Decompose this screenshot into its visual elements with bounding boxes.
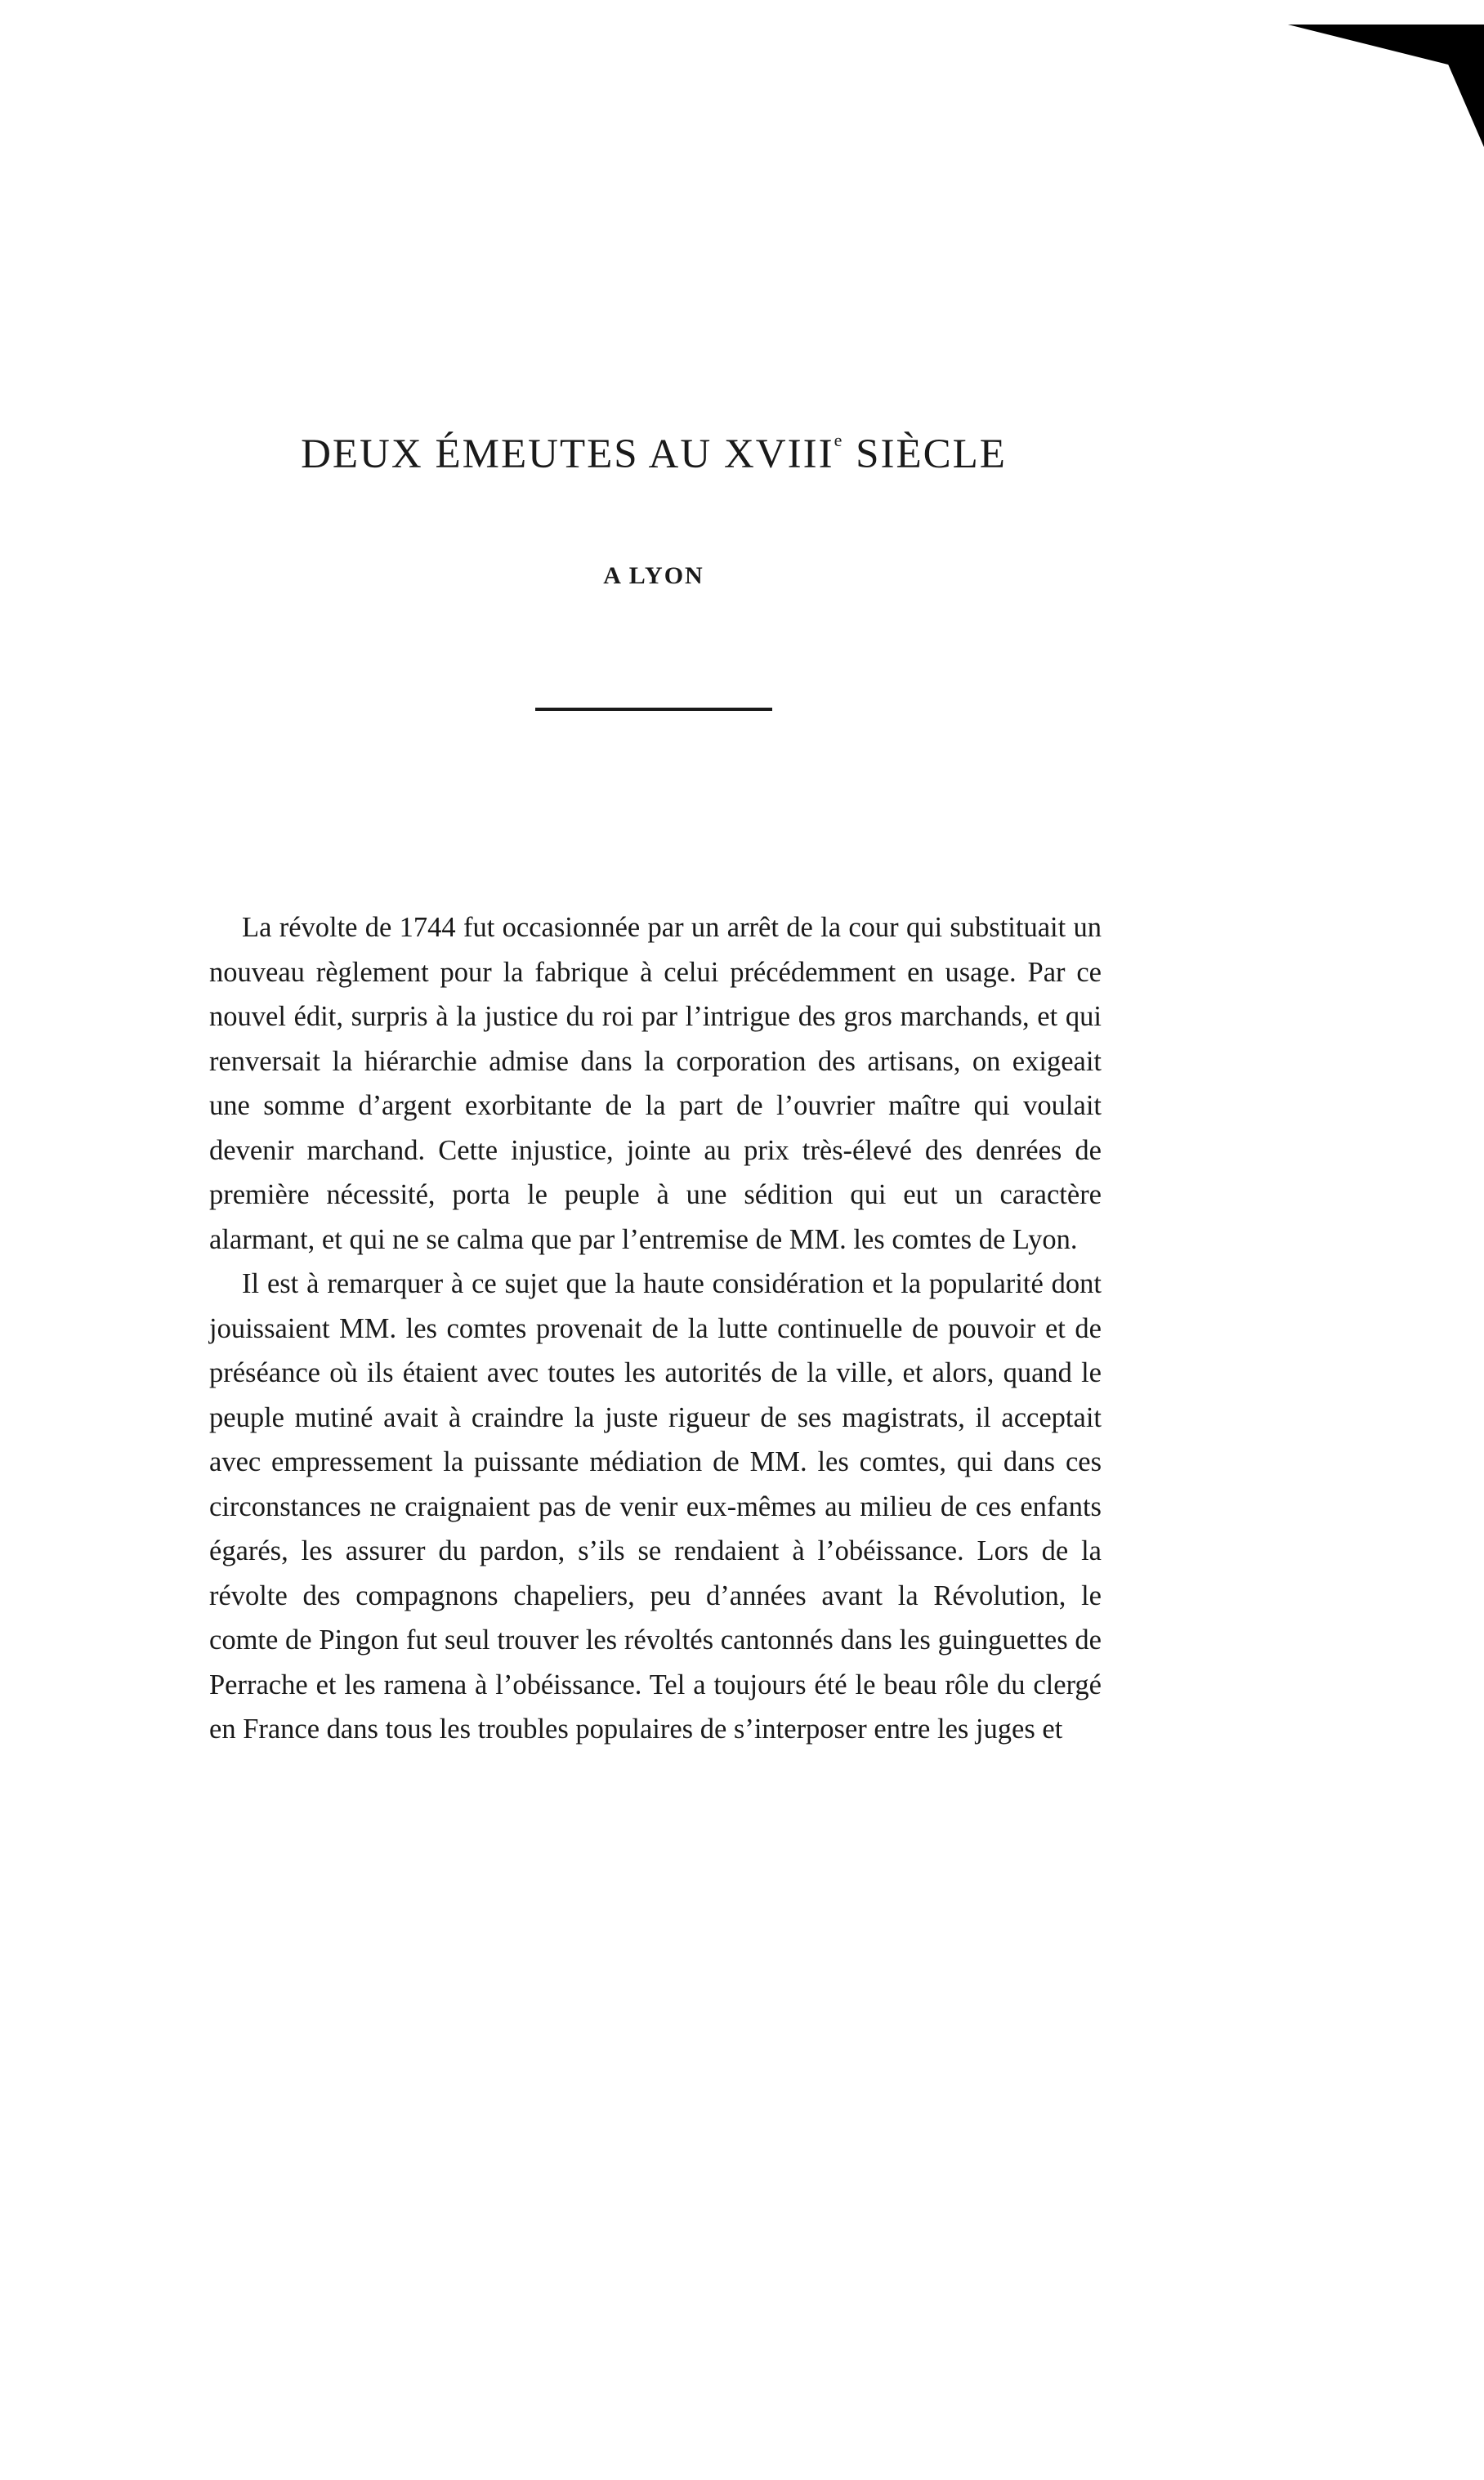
paragraph: Il est à remarquer à ce sujet que la haute considération et la popularité dont jouissaient MM. les comtes provenait de la lutte continuelle de pouvoir et de préséance où ils étaient avec toutes les autorités de la ville, et alors, quand le peuple mutiné avait à craindre la juste rigueur de ses magistrats, il acceptait avec empressement la puissante médiation de MM. les comtes, qui dans ces circonstances ne craignaient pas de venir eux-mêmes au milieu de ces enfants égarés, les assurer du pardon, s’ils se rendaient à l’obéissance. Lors de la révolte des compagnons chapeliers, peu d’années avant la Révolution, le comte de Pingon fut seul trouver les révoltés cantonnés dans les guinguettes de Perrache et les ramena à l’obéissance. Tel a toujours été le beau rôle du clergé en France dans tous les troubles populaires de s’interposer entre les juges et (209, 1268, 1102, 1745)
chapter-title-superscript: e (834, 430, 844, 450)
body-text (209, 905, 1102, 1752)
chapter-title-main: DEUX ÉMEUTES AU XVIII (301, 431, 834, 477)
chapter-subtitle: A LYON (603, 562, 704, 589)
title-divider (535, 708, 772, 711)
paragraph: La révolte de 1744 fut occasionnée par un arrêt de la cour qui substituait un nouveau règlement pour la fabrique à celui précédemment en usage. Par ce nouvel édit, surpris à la justice du roi par l’intrigue des gros marchands, et qui renversait la hiérarchie admise dans la corporation des artisans, on exigeait une somme d’argent exorbitante de la part de l’ouvrier maître qui voulait devenir marchand. Cette injustice, jointe au prix très-élevé des denrées de première nécessité, porta le peuple à une sédition qui eut un caractère alarmant, et qui ne se calma que par l’entremise de MM. les comtes de Lyon. (209, 912, 1102, 1255)
chapter-title-end: SIÈCLE (843, 431, 1007, 477)
chapter-title (0, 430, 1307, 478)
corner-mark-tip (1431, 25, 1484, 147)
